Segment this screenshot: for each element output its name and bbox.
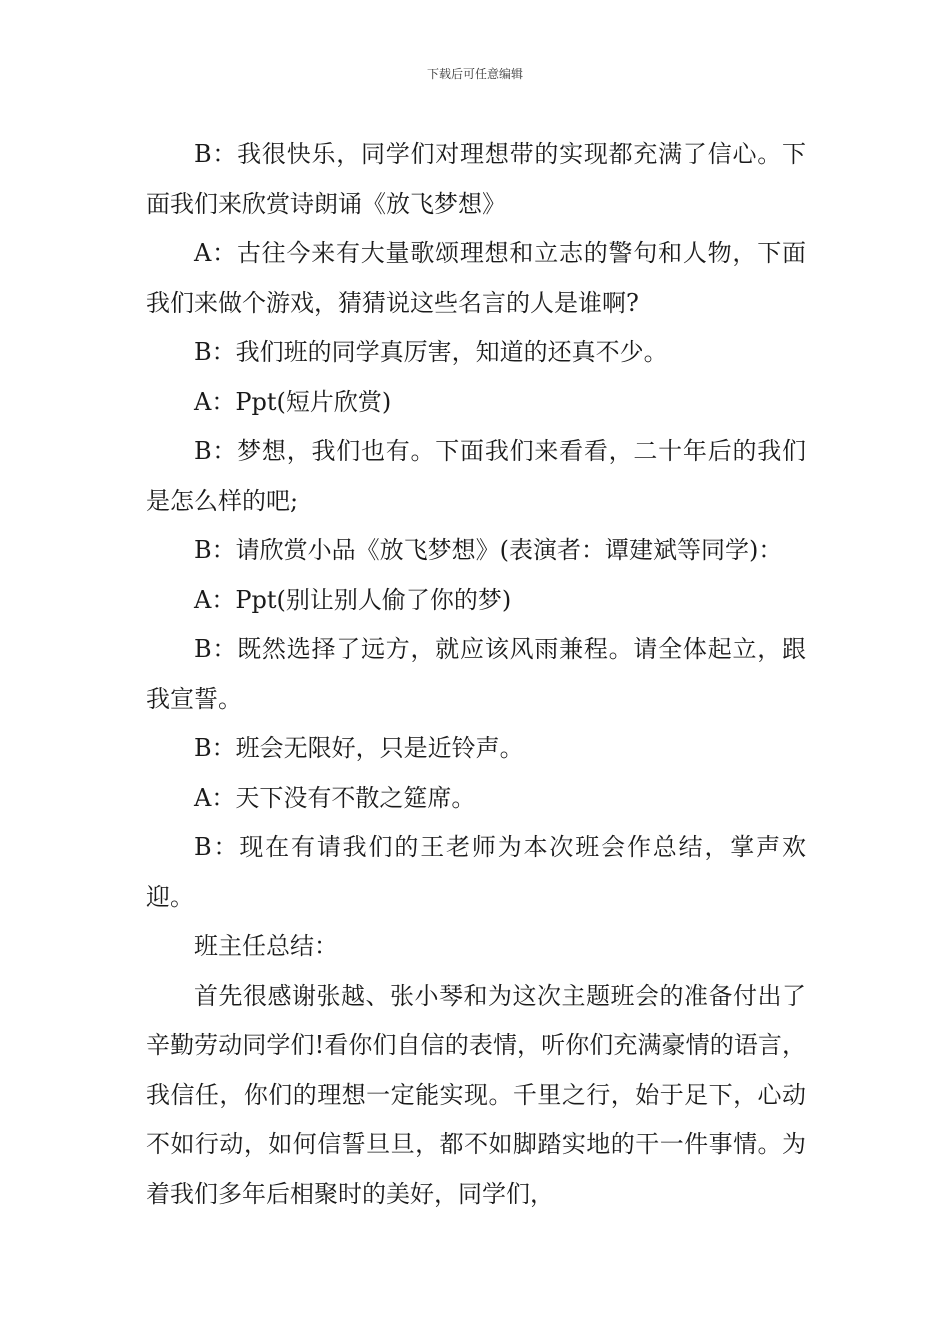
paragraph-11: B：现在有请我们的王老师为本次班会作总结，掌声欢迎。	[146, 833, 806, 911]
paragraph-10: A：天下没有不散之筵席。	[194, 783, 476, 812]
page-header: 下载后可任意编辑	[426, 67, 523, 81]
paragraph-2: A：古往今来有大量歌颂理想和立志的警句和人物，下面我们来做个游戏，猜猜说这些名言的人是谁啊?	[146, 239, 806, 317]
document-body	[146, 130, 806, 1219]
paragraph-8: B：既然选择了远方，就应该风雨兼程。请全体起立，跟我宣誓。	[146, 635, 806, 713]
paragraph-1: B：我很快乐，同学们对理想带的实现都充满了信心。下面我们来欣赏诗朗诵《放飞梦想》	[146, 140, 806, 218]
paragraph-12: 班主任总结：	[194, 932, 338, 960]
paragraph-13: 首先很感谢张越、张小琴和为这次主题班会的准备付出了辛勤劳动同学们!看你们自信的表情，听你们充满豪情的语言，我信任，你们的理想一定能实现。千里之行，始于足下，心动不如行动，如何信誓旦旦，都不如脚踏实地的干一件事情。为着我们多年后相聚时的美好，同学们，	[146, 981, 806, 1208]
paragraph-6: B：请欣赏小品《放飞梦想》(表演者：谭建斌等同学)：	[194, 536, 783, 564]
paragraph-4: A：Ppt(短片欣赏)	[194, 387, 392, 416]
paragraph-9: B：班会无限好，只是近铃声。	[194, 734, 524, 762]
paragraph-3: B：我们班的同学真厉害，知道的还真不少。	[194, 338, 668, 366]
paragraph-7: A：Ppt(别让别人偷了你的梦)	[194, 585, 512, 614]
paragraph-5: B：梦想，我们也有。下面我们来看看，二十年后的我们是怎么样的吧;	[146, 437, 806, 515]
